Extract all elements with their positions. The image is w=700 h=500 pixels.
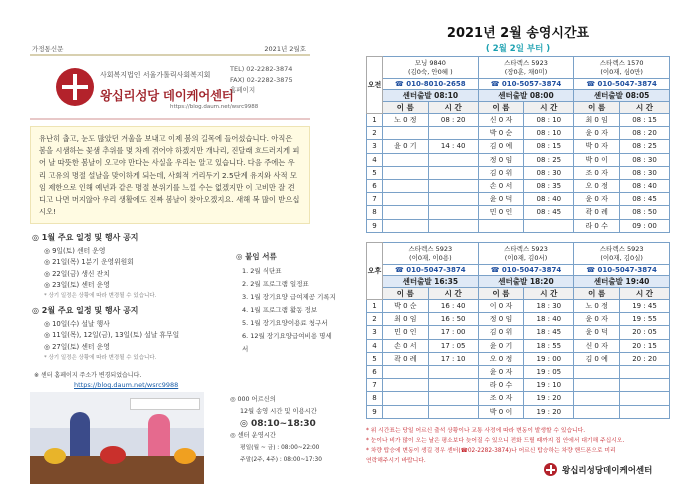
row-number: 6 (367, 179, 383, 192)
pickup-time: 19 : 45 (620, 300, 670, 313)
note-line: * 눈이나 비가 많이 오는 날은 평소보다 늦어질 수 있으니 전화 드릴 때까지 집 안에서 대기해 주십시오. (366, 438, 625, 444)
table-row (367, 166, 670, 179)
phone-number: 010-5047-3874 (501, 266, 562, 274)
departure-time: 센터출발 08:10 (383, 90, 479, 102)
pickup-time: 08 : 25 (620, 140, 670, 153)
passenger-name (383, 392, 429, 405)
passenger-name: 정 0 임 (478, 313, 524, 326)
newsletter-name: 가정통신문 (32, 45, 64, 53)
column-header-time: 시 간 (620, 288, 670, 300)
schedule-item: ◎ 10일(수) 설날 행사 (44, 320, 110, 329)
pickup-time (428, 153, 478, 166)
passenger-name: 윤 0 덕 (574, 326, 620, 339)
passenger-name: 손 0 서 (383, 339, 429, 352)
column-header-name: 이 름 (574, 288, 620, 300)
pickup-time: 19 : 00 (524, 352, 574, 365)
pickup-time: 08 : 10 (524, 114, 574, 127)
passenger-name (383, 365, 429, 378)
vehicle-route (574, 57, 670, 79)
vehicle-drivers: (이0재, 김0실) (600, 253, 643, 262)
column-header-time: 시 간 (428, 288, 478, 300)
phone-icon: ☎ (395, 266, 407, 274)
passenger-name: 김 0 예 (574, 352, 620, 365)
schedule-section (32, 228, 204, 390)
pickup-time: 20 : 15 (620, 339, 670, 352)
vehicle-phone[interactable] (574, 265, 670, 276)
passenger-name: 윤 0 자 (478, 365, 524, 378)
newsletter-page (30, 42, 336, 463)
timetable-subtitle: ( 2월 2일 부터 ) (485, 44, 551, 54)
pickup-time: 08 : 40 (524, 193, 574, 206)
passenger-name: 라 0 수 (478, 379, 524, 392)
pickup-time: 19 : 55 (620, 313, 670, 326)
row-number: 9 (367, 219, 383, 232)
passenger-name: 박 0 이 (478, 405, 524, 418)
timetable-title: 2021년 2월 송영시간표 (446, 26, 590, 41)
pickup-time: 08 : 45 (620, 193, 670, 206)
row-number: 8 (367, 392, 383, 405)
schedule-item: ◎ 23일(토) 센터 운영 (44, 280, 110, 289)
shuttle-timetable-page (366, 18, 670, 482)
pickup-time: 17 : 00 (428, 326, 478, 339)
column-header-name: 이 름 (383, 102, 429, 114)
event-photo (30, 392, 204, 484)
table-row (367, 300, 670, 313)
vehicle-drivers: (이0재, 심0만) (600, 67, 643, 76)
passenger-name: 박 0 순 (383, 300, 429, 313)
pickup-time: 19 : 20 (524, 392, 574, 405)
column-header-time: 시 간 (428, 102, 478, 114)
attachment-item: 5. 1월 장기요양이용료 청구서 (242, 319, 328, 327)
pickup-time (620, 392, 670, 405)
pickup-time (428, 193, 478, 206)
pickup-time: 18 : 40 (524, 313, 574, 326)
vehicle-number: 스타렉스 1570 (599, 59, 644, 67)
pickup-time: 08 : 10 (524, 127, 574, 140)
column-header-time: 시 간 (524, 288, 574, 300)
pickup-time: 08 : 15 (524, 140, 574, 153)
footer-org-name: 왕십리성당데이케어센터 (562, 466, 653, 476)
passenger-name (478, 219, 524, 232)
cross-logo-icon (56, 68, 94, 106)
column-header-name: 이 름 (574, 102, 620, 114)
passenger-name (574, 379, 620, 392)
pickup-time: 14 : 40 (428, 140, 478, 153)
passenger-name: 조 0 자 (478, 392, 524, 405)
vehicle-route (478, 57, 574, 79)
passenger-name (383, 127, 429, 140)
newsletter-header (30, 60, 310, 120)
phone-number: 010-5047-3874 (597, 266, 657, 274)
row-number: 1 (367, 300, 383, 313)
row-number: 5 (367, 352, 383, 365)
phone-number: 010-8010-2658 (406, 80, 466, 88)
pickup-time (428, 179, 478, 192)
row-number: 9 (367, 405, 383, 418)
period-label: 오전 (367, 57, 383, 114)
fax: FAX) 02-2282-3875 (230, 75, 293, 84)
afternoon-table (366, 242, 670, 419)
vehicle-phone[interactable] (383, 265, 479, 276)
homepage-link[interactable]: https://blog.daum.net/wsrc9988 (74, 381, 179, 390)
info-line1: ◎ 000 어르신의 (230, 396, 276, 403)
vehicle-route (574, 243, 670, 265)
table-row (367, 179, 670, 192)
hours-title: ◎ 센터 운영시간 (230, 432, 276, 439)
column-header-name: 이 름 (478, 288, 524, 300)
column-header-time: 시 간 (524, 102, 574, 114)
vehicle-phone[interactable] (478, 265, 574, 276)
passenger-name: 윤 0 자 (574, 193, 620, 206)
contact-info (230, 64, 293, 96)
departure-time: 센터출발 18:20 (478, 276, 574, 288)
passenger-name: 최 0 임 (383, 313, 429, 326)
note-line: * 위 시간표는 당일 어르신 출석 상황이나 교통 사정에 따라 변동이 발생할 수 있습니다. (366, 428, 586, 434)
newsletter-topline (30, 42, 310, 56)
footer-logo-icon (544, 463, 557, 476)
departure-time: 센터출발 08:05 (574, 90, 670, 102)
passenger-name: 라 0 수 (574, 219, 620, 232)
schedule-note: * 상기 일정은 상황에 따라 변경될 수 있습니다. (44, 355, 157, 362)
header-homepage-url[interactable]: https://blog.daum.net/wsrc9988 (170, 104, 259, 110)
pickup-time: 08 : 20 (428, 114, 478, 127)
passenger-name (383, 179, 429, 192)
pickup-time: 18 : 45 (524, 326, 574, 339)
pickup-time: 08 : 25 (524, 153, 574, 166)
usage-time: ◎ 08:10~18:30 (240, 419, 316, 429)
vehicle-number: 스타렉스 5923 (504, 59, 548, 67)
pickup-time: 19 : 05 (524, 365, 574, 378)
table-row (367, 153, 670, 166)
intro-text: 유난히 춥고, 눈도 많았던 겨울을 보내고 이제 봄의 길목에 들어섰습니다. 아직은 봄을 시샘하는 꽃샘 추위를 몇 차례 겪어야 하겠지만 개나리, 진달래 흐드러지게 피어 날 따뜻한 봄날이 오고야 만다는 사실을 우리는 알고 있습니다. 다음 주에는 우리 고유의 명절 설날을 맞이하게 되는데, 사회적 거리두기 2.5단계 유지와 사적 모임 제한으로 인해 예년과 같은 명절 분위기를 느낄 수는 없겠지만 이 고비만 잘 견디고 나면 머지않아 우리 생활에도 진짜 봄날이 찾아오겠지요. 새해 복 많이 받으십시오! (30, 126, 310, 224)
vehicle-drivers: (이0재, 김0서) (504, 253, 548, 262)
pickup-time: 08 : 35 (524, 179, 574, 192)
vehicle-phone[interactable] (478, 79, 574, 90)
passenger-name: 노 0 정 (383, 114, 429, 127)
passenger-name: 윤 0 자 (574, 313, 620, 326)
vehicle-phone[interactable] (574, 79, 670, 90)
phone-icon: ☎ (586, 266, 598, 274)
pickup-time: 16 : 40 (428, 300, 478, 313)
pickup-time: 17 : 05 (428, 339, 478, 352)
pickup-time: 20 : 20 (620, 352, 670, 365)
passenger-name: 오 0 정 (478, 352, 524, 365)
table-row (367, 140, 670, 153)
phone-icon: ☎ (586, 80, 598, 88)
attachment-item: 2. 2월 프로그램 일정표 (242, 280, 309, 288)
row-number: 2 (367, 127, 383, 140)
pickup-time (620, 405, 670, 418)
table-row (367, 379, 670, 392)
vehicle-route (383, 57, 479, 79)
passenger-name: 이 0 자 (478, 300, 524, 313)
pickup-time: 08 : 30 (620, 166, 670, 179)
passenger-name (383, 405, 429, 418)
pickup-time: 19 : 20 (524, 405, 574, 418)
vehicle-route (383, 243, 479, 265)
table-row (367, 219, 670, 232)
passenger-name: 윤 0 기 (478, 339, 524, 352)
passenger-name (574, 365, 620, 378)
passenger-name (383, 206, 429, 219)
schedule-item: ◎ 11일(목), 12일(금), 13일(토) 설날 휴무일 (44, 331, 180, 340)
schedule-jan-title: ◎ 1월 주요 일정 및 행사 공지 (32, 233, 139, 242)
row-number: 5 (367, 166, 383, 179)
pickup-time (428, 392, 478, 405)
passenger-name (383, 379, 429, 392)
pickup-time (620, 379, 670, 392)
schedule-item: ◎ 27일(토) 센터 운영 (44, 342, 110, 351)
pickup-time: 08 : 15 (620, 114, 670, 127)
passenger-name: 박 0 이 (574, 153, 620, 166)
passenger-name: 곽 0 례 (574, 206, 620, 219)
org-sub: 사회복지법인 서울가톨릭사회복지회 (100, 71, 211, 79)
passenger-name (383, 193, 429, 206)
departure-time: 센터출발 08:00 (478, 90, 574, 102)
row-number: 3 (367, 140, 383, 153)
pickup-time: 08 : 30 (524, 166, 574, 179)
weekday-hours: 평일(월 ~ 금) : 08:00~22:00 (240, 445, 320, 451)
attachments-title: ◎ 붙임 서류 (236, 252, 277, 261)
passenger-name: 노 0 정 (574, 300, 620, 313)
table-row (367, 193, 670, 206)
vehicle-number: 스타렉스 5923 (504, 245, 548, 253)
phone-icon: ☎ (490, 266, 502, 274)
passenger-name: 신 0 자 (478, 114, 524, 127)
passenger-name: 윤 0 자 (574, 127, 620, 140)
row-number: 3 (367, 326, 383, 339)
pickup-time: 08 : 50 (620, 206, 670, 219)
pickup-time (524, 219, 574, 232)
passenger-name: 손 0 서 (478, 179, 524, 192)
row-number: 7 (367, 193, 383, 206)
phone-icon: ☎ (490, 80, 502, 88)
pickup-time: 08 : 20 (620, 127, 670, 140)
row-number: 4 (367, 153, 383, 166)
pickup-time (428, 127, 478, 140)
phone-icon: ☎ (395, 80, 407, 88)
column-header-time: 시 간 (620, 102, 670, 114)
pickup-time: 08 : 45 (524, 206, 574, 219)
vehicle-number: 모닝 9840 (414, 59, 446, 67)
pickup-time: 09 : 00 (620, 219, 670, 232)
pickup-time: 19 : 10 (524, 379, 574, 392)
vehicle-number: 스타렉스 5923 (599, 245, 644, 253)
phone-number: 010-5057-3874 (501, 80, 562, 88)
passenger-name (383, 219, 429, 232)
attachment-item: 4. 1월 프로그램 활동 정보 (242, 306, 318, 314)
schedule-note: * 상기 일정은 상황에 따라 변경될 수 있습니다. (44, 293, 157, 300)
row-number: 4 (367, 339, 383, 352)
table-row (367, 352, 670, 365)
passenger-name: 김 0 위 (478, 166, 524, 179)
schedule-item: ◎ 22일(금) 생신 잔치 (44, 269, 110, 278)
pickup-time: 17 : 10 (428, 352, 478, 365)
table-row (367, 339, 670, 352)
schedule-item: ◎ 21일(목) 1분기 운영위원회 (44, 258, 134, 267)
pickup-time (620, 365, 670, 378)
passenger-name: 김 0 위 (478, 326, 524, 339)
tel: TEL) 02-2282-3874 (230, 65, 293, 73)
table-row (367, 392, 670, 405)
passenger-name: 오 0 정 (574, 179, 620, 192)
pickup-time (428, 365, 478, 378)
pickup-time (428, 219, 478, 232)
departure-time: 센터출발 19:40 (574, 276, 670, 288)
passenger-name: 민 0 인 (478, 206, 524, 219)
table-row (367, 114, 670, 127)
weekend-hours: 주말(2주, 4주) : 08:00~17:30 (240, 457, 322, 463)
pickup-time: 18 : 30 (524, 300, 574, 313)
passenger-name: 김 0 예 (478, 140, 524, 153)
homepage-note: ※ 센터 홈페이지 주소가 변경되었습니다. (34, 372, 142, 380)
table-row (367, 206, 670, 219)
passenger-name: 곽 0 례 (383, 352, 429, 365)
schedule-feb-title: ◎ 2월 주요 일정 및 행사 공지 (32, 306, 139, 316)
note-line: * 차량 탑승에 변동이 생길 경우 센터(☎02-2282-3874)나 어르신 탑승하는 차량 핸드폰으로 미리 (366, 448, 616, 454)
attachments-section (236, 250, 336, 356)
info-line2: 12월 송영 시간 및 이용시간 (240, 408, 317, 415)
phone-number: 010-5047-3874 (406, 266, 466, 274)
passenger-name: 박 0 순 (478, 127, 524, 140)
attachment-item: 1. 2월 식단표 (242, 267, 282, 275)
vehicle-route (478, 243, 574, 265)
pickup-time (428, 166, 478, 179)
passenger-name (574, 392, 620, 405)
column-header-name: 이 름 (383, 288, 429, 300)
passenger-name: 신 0 자 (574, 339, 620, 352)
row-number: 8 (367, 206, 383, 219)
vehicle-phone[interactable] (383, 79, 479, 90)
attachment-item: 3. 1월 장기요양 급여제공 기록지 (242, 293, 336, 301)
pickup-time: 08 : 40 (620, 179, 670, 192)
pickup-time: 08 : 30 (620, 153, 670, 166)
homepage-label: 홈페이지 (230, 86, 256, 94)
table-row (367, 326, 670, 339)
pickup-time: 16 : 50 (428, 313, 478, 326)
departure-time: 센터출발 16:35 (383, 276, 479, 288)
table-row (367, 365, 670, 378)
passenger-name: 최 0 임 (574, 114, 620, 127)
passenger-name: 윤 0 기 (383, 140, 429, 153)
vehicle-drivers: (이0재, 이0용) (409, 253, 452, 262)
pickup-time: 18 : 55 (524, 339, 574, 352)
vehicle-drivers: (장0훈, 채0미) (504, 67, 548, 76)
table-row (367, 127, 670, 140)
row-number: 1 (367, 114, 383, 127)
vehicle-drivers: (김0숙, 안0혜 ) (407, 67, 453, 76)
passenger-name: 박 0 자 (574, 140, 620, 153)
passenger-name (383, 166, 429, 179)
row-number: 2 (367, 313, 383, 326)
passenger-name: 조 0 자 (574, 166, 620, 179)
org-name: 왕십리성당 데이케어센터 (100, 88, 234, 103)
period-label: 오후 (367, 243, 383, 300)
pickup-time (428, 405, 478, 418)
column-header-name: 이 름 (478, 102, 524, 114)
usage-info (230, 394, 330, 466)
attachment-item: 6. 12월 장기요양급여비용 명세서 (242, 332, 332, 353)
pickup-time (428, 206, 478, 219)
timetable-notes (366, 426, 670, 466)
passenger-name: 민 0 인 (383, 326, 429, 339)
schedule-item: ◎ 9일(토) 센터 운영 (44, 247, 106, 255)
passenger-name: 정 0 임 (478, 153, 524, 166)
phone-number: 010-5047-3874 (597, 80, 657, 88)
note-line: 연락해주시기 바랍니다. (366, 458, 426, 464)
row-number: 7 (367, 379, 383, 392)
issue-label: 2021년 2월호 (264, 45, 306, 53)
pickup-time (428, 379, 478, 392)
passenger-name (574, 405, 620, 418)
passenger-name (383, 153, 429, 166)
row-number: 6 (367, 365, 383, 378)
morning-table (366, 56, 670, 233)
table-row (367, 405, 670, 418)
table-row (367, 313, 670, 326)
pickup-time: 20 : 05 (620, 326, 670, 339)
vehicle-number: 스타렉스 5923 (408, 245, 453, 253)
passenger-name: 윤 0 덕 (478, 193, 524, 206)
